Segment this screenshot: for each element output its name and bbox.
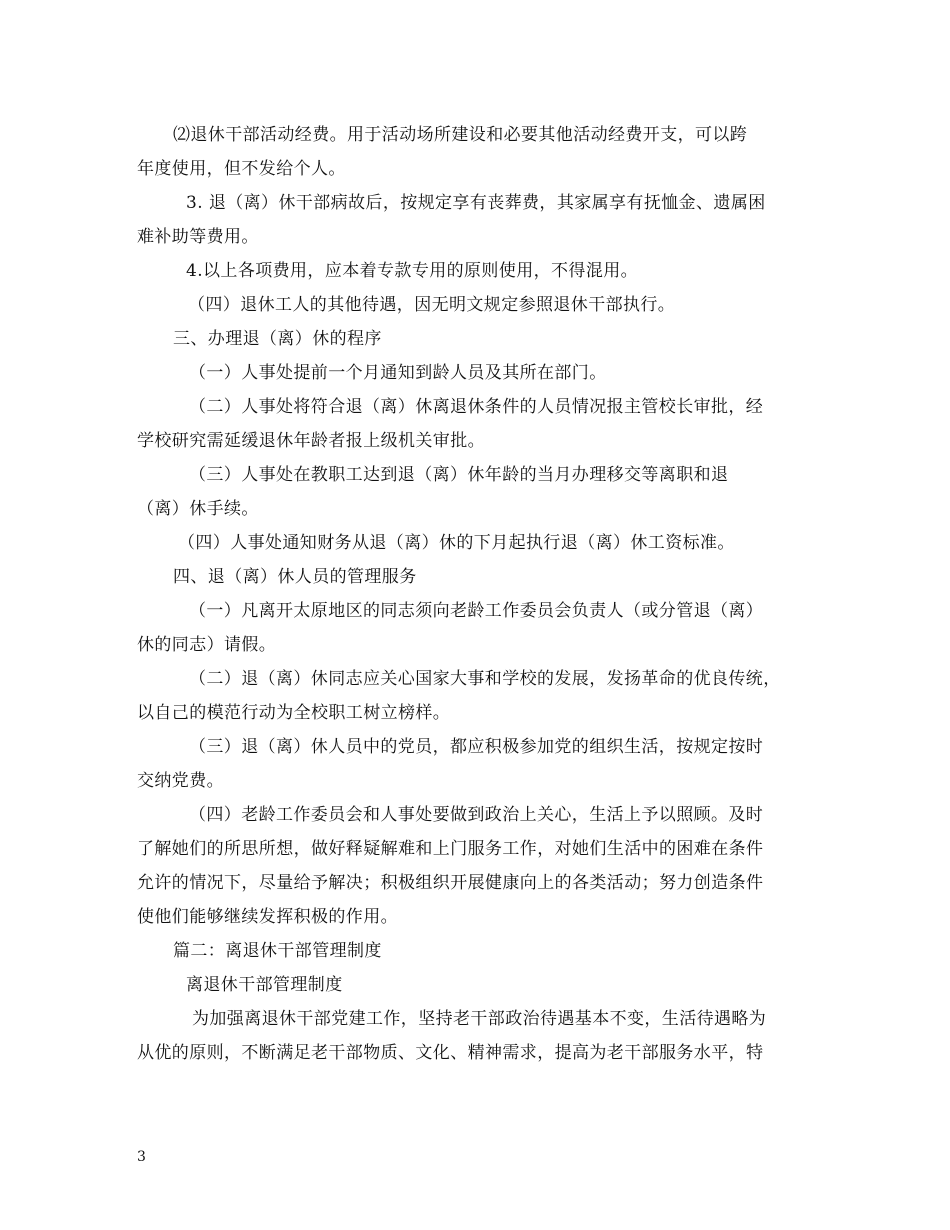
text-line: 3. 退（离）休干部病故后，按规定享有丧葬费，其家属享有抚恤金、遗属困	[186, 193, 766, 213]
section-heading: 四、退（离）休人员的管理服务	[173, 567, 417, 587]
section-heading: 三、办理退（离）休的程序	[173, 329, 382, 349]
document-title: 离退休干部管理制度	[186, 975, 343, 995]
text-line: 允许的情况下，尽量给予解决；积极组织开展健康向上的各类活动；努力创造条件	[137, 873, 764, 893]
text-line: 4.以上各项费用，应本着专款专用的原则使用，不得混用。	[186, 261, 639, 281]
text-line: ⑵退休干部活动经费。用于活动场所建设和必要其他活动经费开支，可以跨	[173, 125, 748, 145]
text-line: （四）退休工人的其他待遇，因无明文规定参照退休干部执行。	[188, 295, 676, 315]
text-line: 使他们能够继续发挥积极的作用。	[137, 907, 398, 927]
text-line: （三）退（离）休人员中的党员，都应积极参加党的组织生活，按规定按时	[189, 737, 764, 757]
text-line: （一）凡离开太原地区的同志须向老龄工作委员会负责人（或分管退（离）	[189, 601, 764, 621]
text-line: 从优的原则，不断满足老干部物质、文化、精神需求，提高为老干部服务水平，特	[137, 1043, 764, 1063]
text-line: （离）休手续。	[137, 499, 259, 519]
text-line: （三）人事处在教职工达到退（离）休年龄的当月办理移交等离职和退	[189, 465, 729, 485]
text-line: （二）退（离）休同志应关心国家大事和学校的发展，发扬革命的优良传统，	[189, 669, 781, 689]
text-line: 以自己的模范行动为全校职工树立榜样。	[137, 703, 451, 723]
article-heading: 篇二：离退休干部管理制度	[173, 941, 382, 961]
text-line: 学校研究需延缓退休年龄者报上级机关审批。	[137, 431, 485, 451]
text-line: 交纳党费。	[137, 771, 224, 791]
text-line: 为加强离退休干部党建工作，坚持老干部政治待遇基本不变，生活待遇略为	[192, 1009, 767, 1029]
text-line: （四）老龄工作委员会和人事处要做到政治上关心，生活上予以照顾。及时	[189, 805, 764, 825]
page-number: 3	[137, 1149, 146, 1165]
text-line: 难补助等费用。	[137, 227, 259, 247]
text-line: 年度使用，但不发给个人。	[137, 159, 346, 179]
text-line: （四）人事处通知财务从退（离）休的下月起执行退（离）休工资标准。	[178, 533, 735, 553]
text-line: 了解她们的所思所想，做好释疑解难和上门服务工作，对她们生活中的困难在条件	[137, 839, 764, 859]
text-line: （二）人事处将符合退（离）休离退休条件的人员情况报主管校长审批，经	[189, 397, 764, 417]
text-line: （一）人事处提前一个月通知到龄人员及其所在部门。	[189, 363, 607, 383]
text-line: 休的同志）请假。	[137, 635, 277, 655]
